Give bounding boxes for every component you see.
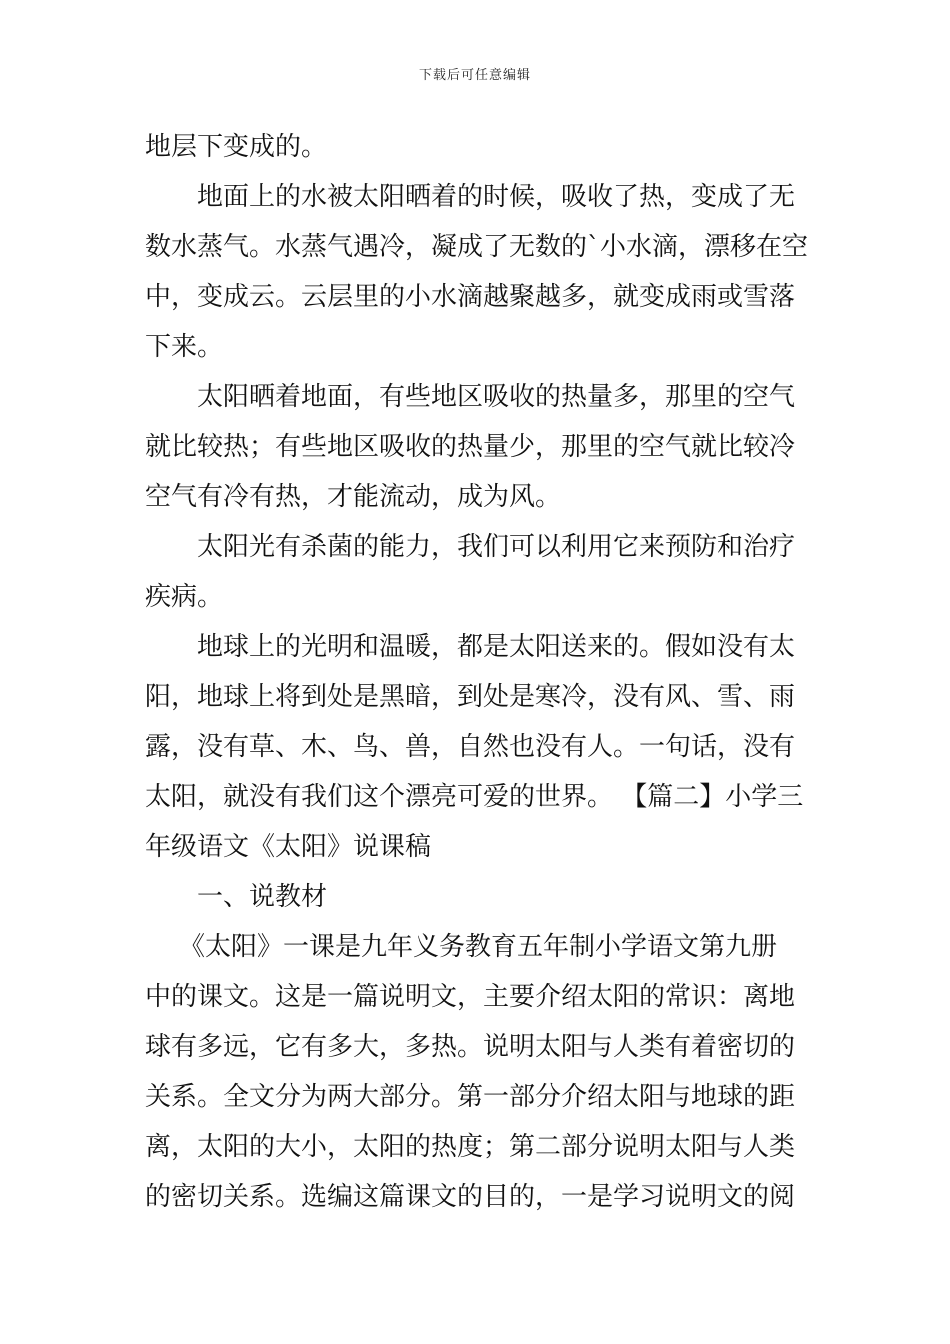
text-line: 疾病。 (145, 582, 224, 612)
text-line: 离，太阳的大小，太阳的热度；第二部分说明太阳与人类 (145, 1132, 796, 1162)
text-line: 下来。 (145, 332, 224, 362)
text-line: 就比较热；有些地区吸收的热量少，那里的空气就比较冷 (145, 432, 796, 462)
text-line: 地层下变成的。 (145, 132, 328, 162)
text-line: 年级语文《太阳》说课稿 (145, 832, 432, 862)
paragraph-start: 地面上的水被太阳晒着的时候，吸收了热，变成了无 (197, 182, 796, 212)
paragraph-start: 地球上的光明和温暖，都是太阳送来的。假如没有太 (197, 632, 796, 662)
document-body (145, 122, 809, 1222)
text-line: 关系。全文分为两大部分。第一部分介绍太阳与地球的距 (145, 1082, 796, 1112)
text-line: 阳，地球上将到处是黑暗，到处是寒冷，没有风、雪、雨 (145, 682, 796, 712)
text-line: 的密切关系。选编这篇课文的目的，一是学习说明文的阅 (145, 1182, 796, 1212)
text-line: 露，没有草、木、鸟、兽，自然也没有人。一句话，没有 (145, 732, 796, 762)
section-heading: 一、说教材 (197, 882, 328, 912)
text-line: 空气有冷有热，才能流动，成为风。 (145, 482, 562, 512)
page-header: 下载后可任意编辑 (418, 68, 531, 83)
paragraph-start: 《太阳》一课是九年义务教育五年制小学语文第九册 (179, 932, 778, 962)
paragraph-start: 太阳光有杀菌的能力，我们可以利用它来预防和治疗 (197, 532, 796, 562)
text-line: 中的课文。这是一篇说明文，主要介绍太阳的常识：离地 (145, 982, 796, 1012)
paragraph-start: 太阳晒着地面，有些地区吸收的热量多，那里的空气 (197, 382, 796, 412)
text-line: 数水蒸气。水蒸气遇冷，凝成了无数的`小水滴，漂移在空 (145, 232, 809, 262)
text-line: 球有多远，它有多大，多热。说明太阳与人类有着密切的 (145, 1032, 796, 1062)
text-line: 中，变成云。云层里的小水滴越聚越多，就变成雨或雪落 (145, 282, 796, 312)
text-line: 太阳，就没有我们这个漂亮可爱的世界。 【篇二】小学三 (145, 782, 804, 812)
